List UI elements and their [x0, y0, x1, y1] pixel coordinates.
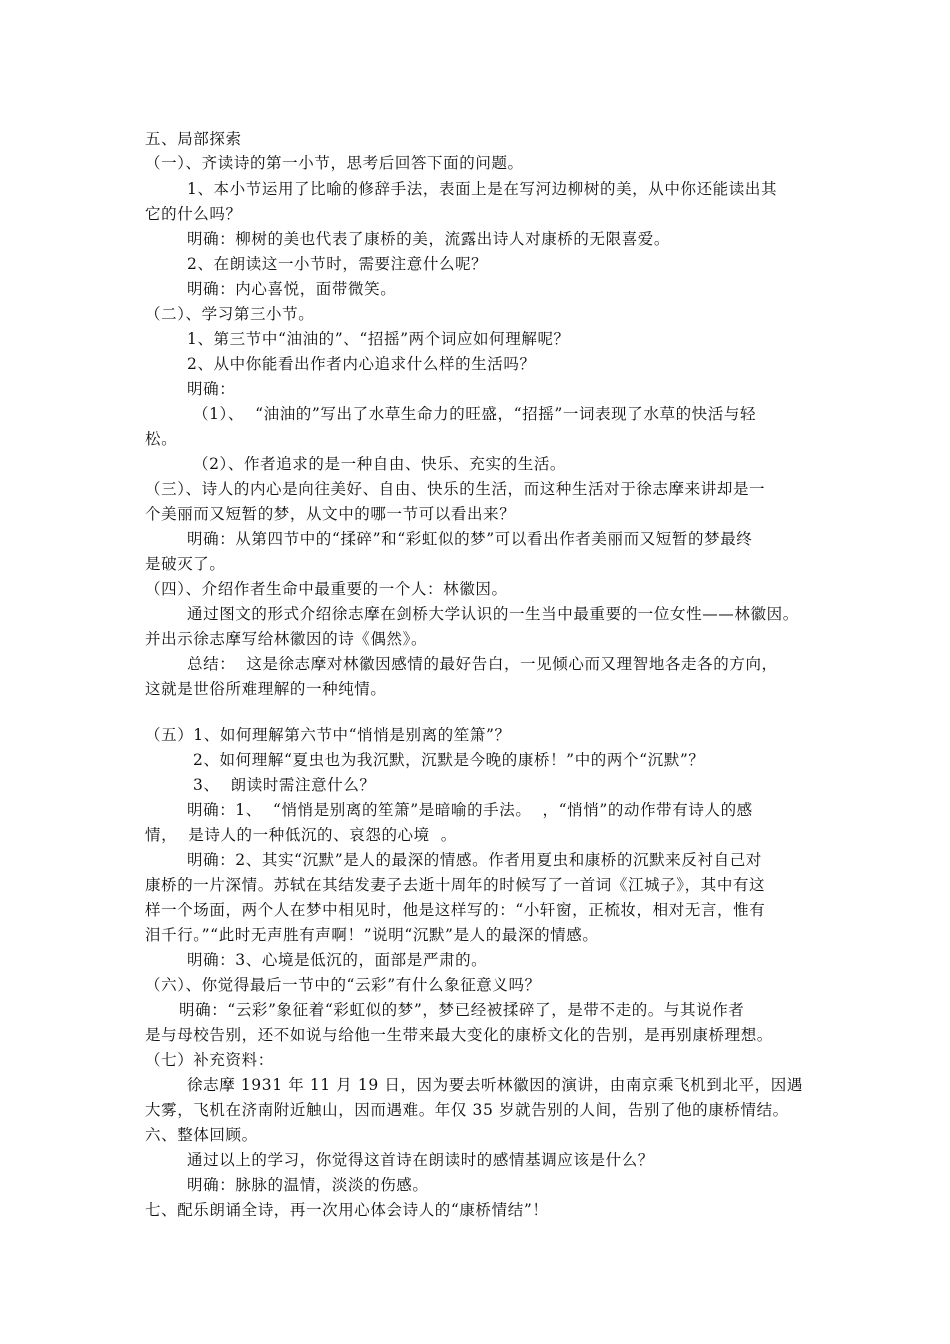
heading-recitation: 七、配乐朗诵全诗，再一次用心体会诗人的“康桥情结”！ [145, 1201, 549, 1219]
summary-text: 总结： 这是徐志摩对林徽因感情的最好告白，一见倾心而又理智地各走各的方向， [187, 655, 778, 673]
question-text: 通过以上的学习，你觉得这首诗在朗读时的感情基调应该是什么？ [187, 1151, 654, 1169]
section-four-title: （四）、介绍作者生命中最重要的一个人：林徽因。 [145, 580, 508, 598]
body-text-cont: 并出示徐志摩写给林徽因的诗《偶然》。 [145, 630, 428, 648]
answer-text-cont: 泪千行。”“此时无声胜有声啊！”说明“沉默”是人的最深的情感。 [145, 926, 599, 944]
question-text-cont: 它的什么吗？ [145, 205, 242, 223]
answer-text-cont: 是破灭了。 [145, 555, 226, 573]
answer-text: （2）、作者追求的是一种自由、快乐、充实的生活。 [193, 455, 567, 473]
answer-text: 明确：内心喜悦，面带微笑。 [187, 280, 397, 298]
answer-text-cont: 样一个场面，两个人在梦中相见时，他是这样写的：“小轩窗，正梳妆，相对无言，惟有 [145, 901, 766, 919]
section-five-title: （五）1、如何理解第六节中“悄悄是别离的笙箫”？ [145, 726, 511, 744]
answer-text: 明确：脉脉的温情，淡淡的伤感。 [187, 1176, 429, 1194]
summary-text-cont: 这就是世俗所难理解的一种纯情。 [145, 680, 387, 698]
heading-overall-review: 六、整体回顾。 [145, 1126, 258, 1144]
answer-text: 明确：2、其实“沉默”是人的最深的情感。作者用夏虫和康桥的沉默来反衬自己对 [187, 851, 762, 869]
question-text: 3、 朗读时需注意什么？ [193, 776, 376, 794]
section-six-title: （六）、你觉得最后一节中的“云彩”有什么象征意义吗？ [145, 976, 541, 994]
supplement-text-cont: 大雾，飞机在济南附近触山，因而遇难。年仅 35 岁就告别的人间，告别了他的康桥情结。 [145, 1101, 789, 1119]
section-three-title-cont: 个美丽而又短暂的梦，从文中的哪一节可以看出来？ [145, 505, 516, 523]
section-one-title: （一）、齐读诗的第一小节，思考后回答下面的问题。 [145, 154, 524, 172]
answer-text: 明确：3、心境是低沉的，面部是严肃的。 [187, 951, 488, 969]
answer-text: 明确：柳树的美也代表了康桥的美，流露出诗人对康桥的无限喜爱。 [187, 230, 671, 248]
answer-label: 明确： [187, 380, 236, 398]
section-three-title: （三）、诗人的内心是向往美好、自由、快乐的生活，而这种生活对于徐志摩来讲却是一 [145, 480, 766, 498]
question-text: 2、如何理解“夏虫也为我沉默，沉默是今晚的康桥！”中的两个“沉默”？ [193, 751, 705, 769]
body-text: 通过图文的形式介绍徐志摩在剑桥大学认识的一生当中最重要的一位女性——林徽因。 [187, 605, 799, 623]
answer-text-cont: 是与母校告别，还不如说与给他一生带来最大变化的康桥文化的告别，是再别康桥理想。 [145, 1026, 773, 1044]
section-two-title: （二）、学习第三小节。 [145, 305, 315, 323]
heading-local-exploration: 五、局部探索 [145, 130, 242, 148]
answer-text: 明确：从第四节中的“揉碎”和“彩虹似的梦”可以看出作者美丽而又短暂的梦最终 [187, 530, 753, 548]
question-text: 2、在朗读这一小节时，需要注意什么呢？ [187, 255, 488, 273]
answer-text: 明确：1、 “悄悄是别离的笙箫”是暗喻的手法。 ，“悄悄”的动作带有诗人的感 [187, 801, 753, 819]
answer-text-cont: 情， 是诗人的一种低沉的、哀怨的心境 。 [145, 826, 457, 844]
answer-text-cont: 松。 [145, 430, 178, 448]
section-seven-title: （七）补充资料： [145, 1051, 274, 1069]
answer-text: 明确：“云彩”象征着“彩虹似的梦”，梦已经被揉碎了，是带不走的。与其说作者 [179, 1001, 745, 1019]
answer-text-cont: 康桥的一片深情。苏轼在其结发妻子去逝十周年的时候写了一首词《江城子》，其中有这 [145, 876, 766, 894]
question-text: 1、第三节中“油油的”、“招摇”两个词应如何理解呢？ [187, 330, 570, 348]
question-text: 1、本小节运用了比喻的修辞手法，表面上是在写河边柳树的美，从中你还能读出其 [187, 180, 778, 198]
supplement-text: 徐志摩 1931 年 11 月 19 日，因为要去听林徽因的演讲，由南京乘飞机到北平，因遇 [187, 1076, 803, 1094]
question-text: 2、从中你能看出作者内心追求什么样的生活吗？ [187, 355, 536, 373]
answer-text: （1）、 “油油的”写出了水草生命力的旺盛，“招摇”一词表现了水草的快活与轻 [193, 405, 757, 423]
